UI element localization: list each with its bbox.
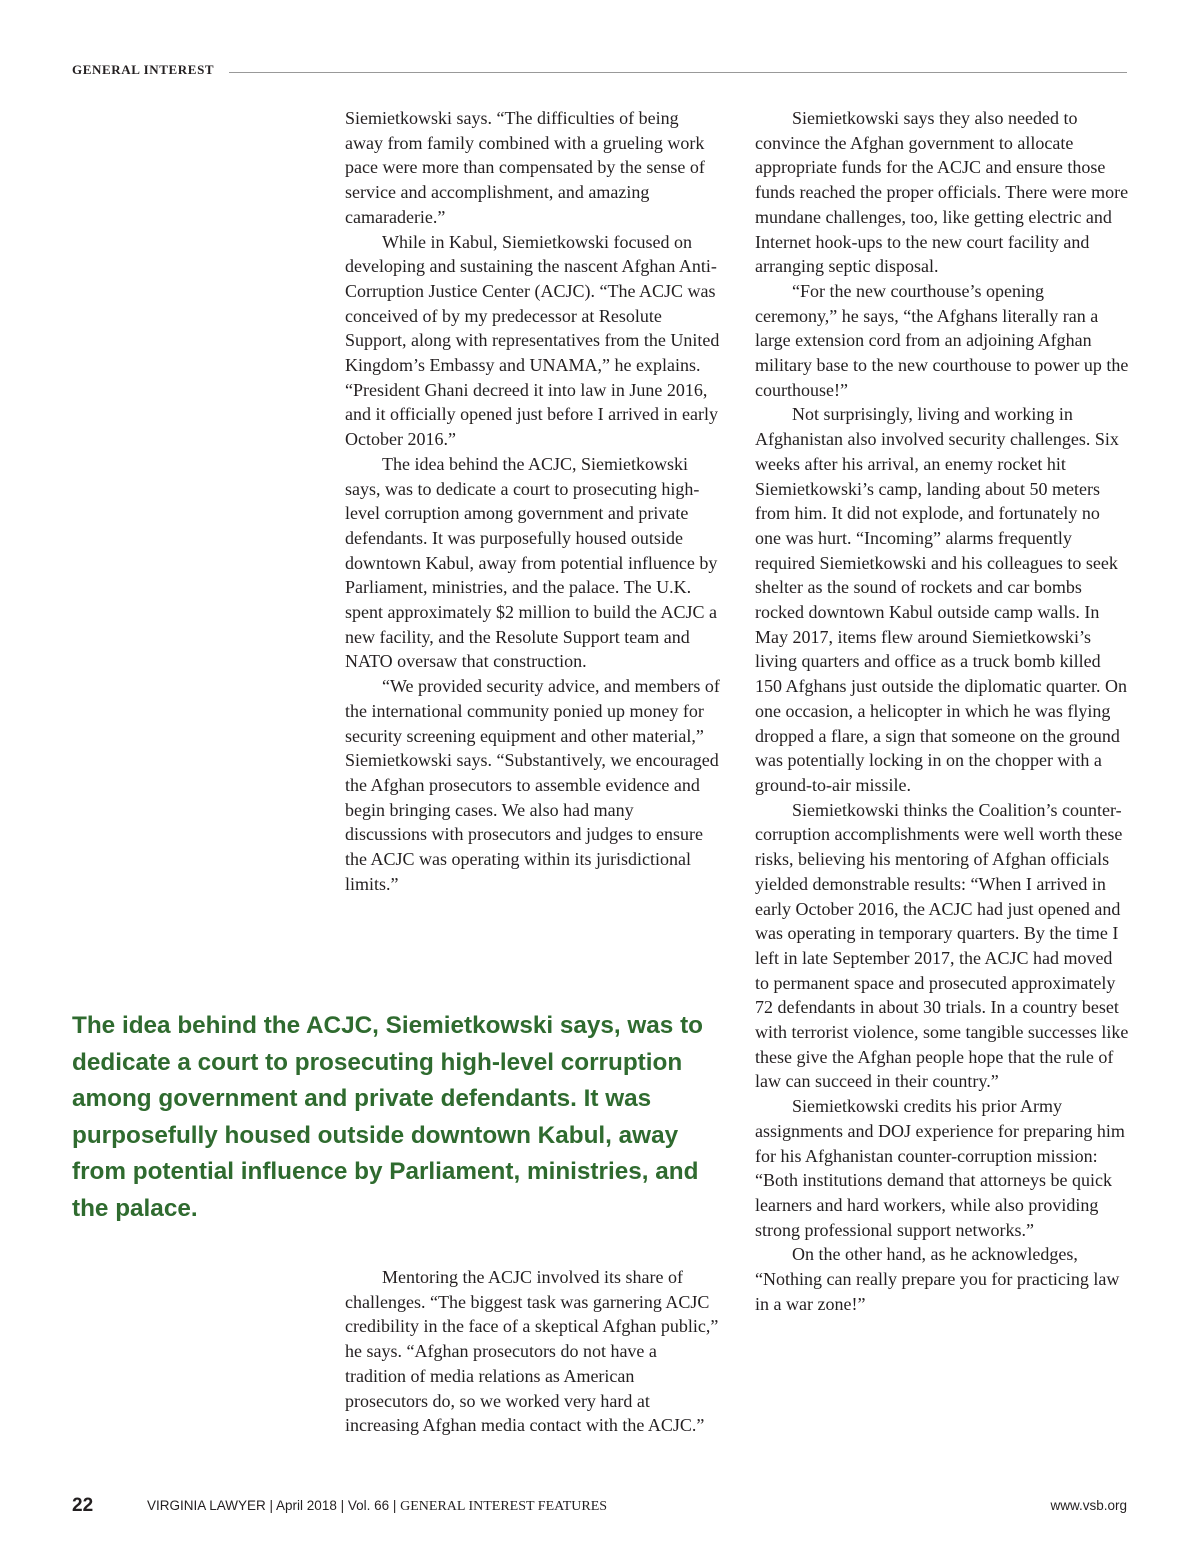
section-header-label: GENERAL INTEREST (72, 62, 215, 77)
pull-quote: The idea behind the ACJC, Siemietkowski says, was to dedicate a court to prosecuting high-level corruption among government and private defendants. It was purposefully housed outside downtown Kabul, away from potential influence by Parliament, ministries, and the palace. (72, 1012, 704, 1222)
paragraph: Siemietkowski credits his prior Army assignments and DOJ experience for preparing him for his Afghanistan counter-corruption mission: “Both institutions demand that attorneys be quick learners and hard workers, while also providing strong professional support networks.” (755, 1096, 1125, 1240)
section-header-rule (229, 72, 1127, 73)
footer-section: GENERAL INTEREST FEATURES (400, 1499, 608, 1514)
paragraph: Siemietkowski thinks the Coalition’s counter-corruption accomplishments were well worth these risks, believing his mentoring of Afghan officials yielded demonstrable results: “When I arrived in early October 2016, the ACJC had just opened and was operating in temporary quarters. By the time I left in late September 2017, the ACJC had moved to permanent space and prosecuted approximately 72 defendants in about 30 trials. In a country beset with terrorist violence, some tangible successes like these give the Afghan people hope that the rule of law can succeed in their country.” (755, 799, 1129, 1092)
paragraph: Siemietkowski says. “The difficulties of being away from family combined with a grueling work pace were more than compensated by the sense of service and accomplishment, and amazing camaraderie.” (345, 108, 705, 227)
paragraph: Siemietkowski says they also needed to convince the Afghan government to allocate appropriate funds for the ACJC and ensure those funds reached the proper officials. There were more mundane challenges, too, like getting electric and Internet hook-ups to the new court facility and arranging septic disposal. (755, 108, 1129, 277)
footer-publication: VIRGINIA LAWYER | April 2018 | Vol. 66 | (147, 1498, 401, 1513)
article-column-left-top (345, 106, 720, 897)
paragraph: “We provided security advice, and members of the international community ponied up money for security screening equipment and other material,” Siemietkowski says. “Substantively, we encouraged the Afghan prosecutors to assemble evidence and begin bringing cases. We also had many discussions with prosecutors and judges to ensure the ACJC was operating within its jurisdictional limits.” (345, 676, 720, 894)
paragraph: While in Kabul, Siemietkowski focused on developing and sustaining the nascent Afghan Anti-Corruption Justice Center (ACJC). “The ACJC was conceived of by my predecessor at Resolute Support, along with representatives from the United Kingdom’s Embassy and UNAMA,” he explains. “President Ghani decreed it into law in June 2016, and it officially opened just before I arrived in early October 2016.” (345, 231, 720, 450)
paragraph: The idea behind the ACJC, Siemietkowski says, was to dedicate a court to prosecuting high-level corruption among government and private defendants. It was purposefully housed outside downtown Kabul, away from potential influence by Parliament, ministries, and the palace. The U.K. spent approximately $2 million to build the ACJC a new facility, and the Resolute Support team and NATO oversaw that construction. (345, 453, 718, 672)
footer-website: www.vsb.org (1050, 1498, 1127, 1513)
paragraph: On the other hand, as he acknowledges, “Nothing can really prepare you for practicing law in a war zone!” (755, 1244, 1120, 1314)
paragraph: Not surprisingly, living and working in Afghanistan also involved security challenges. Six weeks after his arrival, an enemy rocket hit Siemietkowski’s camp, landing about 50 meters from him. It did not explode, and fortunately no one was hurt. “Incoming” alarms frequently required Siemietkowski and his colleagues to seek shelter as the sound of rockets and car bombs rocked downtown Kabul outside camp walls. In May 2017, items flew around Siemietkowski’s living quarters and office as a truck bomb killed 150 Afghans just outside the diplomatic quarter. On one occasion, a helicopter in which he was flying dropped a flare, a sign that someone on the ground was potentially locking in on the chopper with a ground-to-air missile. (755, 404, 1127, 795)
footer-publication-info (147, 1498, 607, 1515)
paragraph: Mentoring the ACJC involved its share of challenges. “The biggest task was garnering ACJC credibility in the face of a skeptical Afghan public,” he says. “Afghan prosecutors do not have a tradition of media relations as American prosecutors do, so we worked very hard at increasing Afghan media contact with the ACJC.” (345, 1267, 719, 1436)
article-column-right (755, 106, 1130, 1316)
article-column-left-bottom (345, 1265, 720, 1438)
page-number: 22 (72, 1495, 94, 1516)
paragraph: “For the new courthouse’s opening ceremony,” he says, “the Afghans literally ran a large extension cord from an adjoining Afghan military base to the new courthouse to power up the courthouse!” (755, 280, 1129, 400)
